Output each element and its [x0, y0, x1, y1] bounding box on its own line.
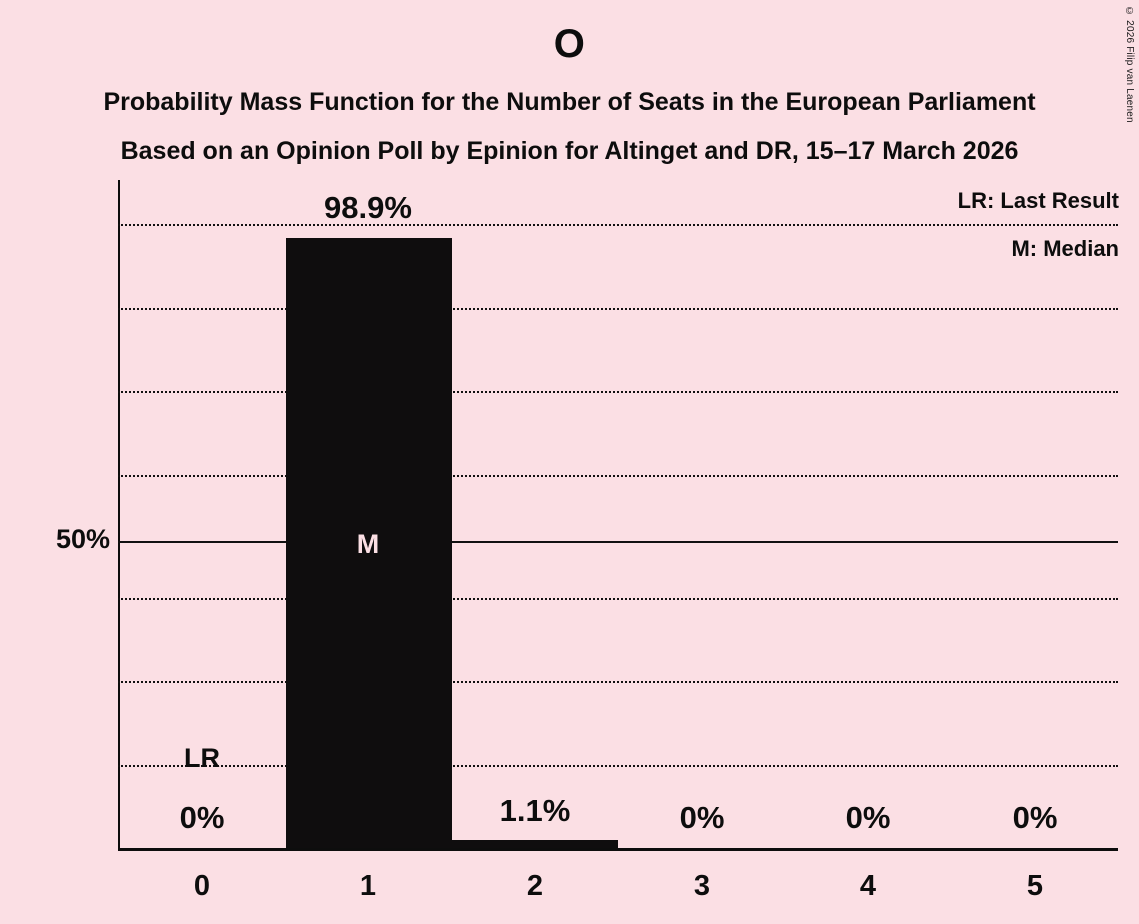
bar-value-4: 0% [845, 800, 891, 835]
gridline-37-5 [118, 598, 1118, 600]
median-marker: M [356, 529, 380, 559]
x-axis-line [118, 848, 1118, 851]
gridline-75 [118, 391, 1118, 393]
bar-value-2: 1.1% [499, 793, 571, 828]
x-tick-5: 5 [1026, 870, 1044, 902]
last-result-marker: LR [184, 743, 220, 773]
y-axis-label-50: 50% [55, 524, 110, 554]
gridline-100 [118, 224, 1118, 226]
legend-last-result: LR: Last Result [957, 188, 1119, 213]
bar-value-0: 0% [179, 800, 225, 835]
legend-median: M: Median [1011, 236, 1119, 261]
x-tick-2: 2 [526, 870, 544, 902]
gridline-25 [118, 681, 1118, 683]
bar-value-5: 0% [1012, 800, 1058, 835]
chart-subtitle-secondary: Based on an Opinion Poll by Epinion for Altinget and DR, 15–17 March 2026 [120, 137, 1019, 165]
page-title: O [553, 22, 586, 66]
bar-value-1: 98.9% [324, 190, 412, 225]
x-tick-4: 4 [859, 870, 877, 902]
copyright-notice: © 2026 Filip van Laenen [1124, 6, 1135, 123]
gridline-87-5 [118, 308, 1118, 310]
chart-subtitle-primary: Probability Mass Function for the Number of Seats in the European Parliament [103, 88, 1036, 116]
bar-2[interactable] [452, 840, 618, 848]
gridline-50 [118, 541, 1118, 543]
bar-value-3: 0% [679, 800, 725, 835]
x-tick-1: 1 [359, 870, 377, 902]
x-tick-3: 3 [693, 870, 711, 902]
gridline-62-5 [118, 475, 1118, 477]
x-tick-0: 0 [193, 870, 211, 902]
